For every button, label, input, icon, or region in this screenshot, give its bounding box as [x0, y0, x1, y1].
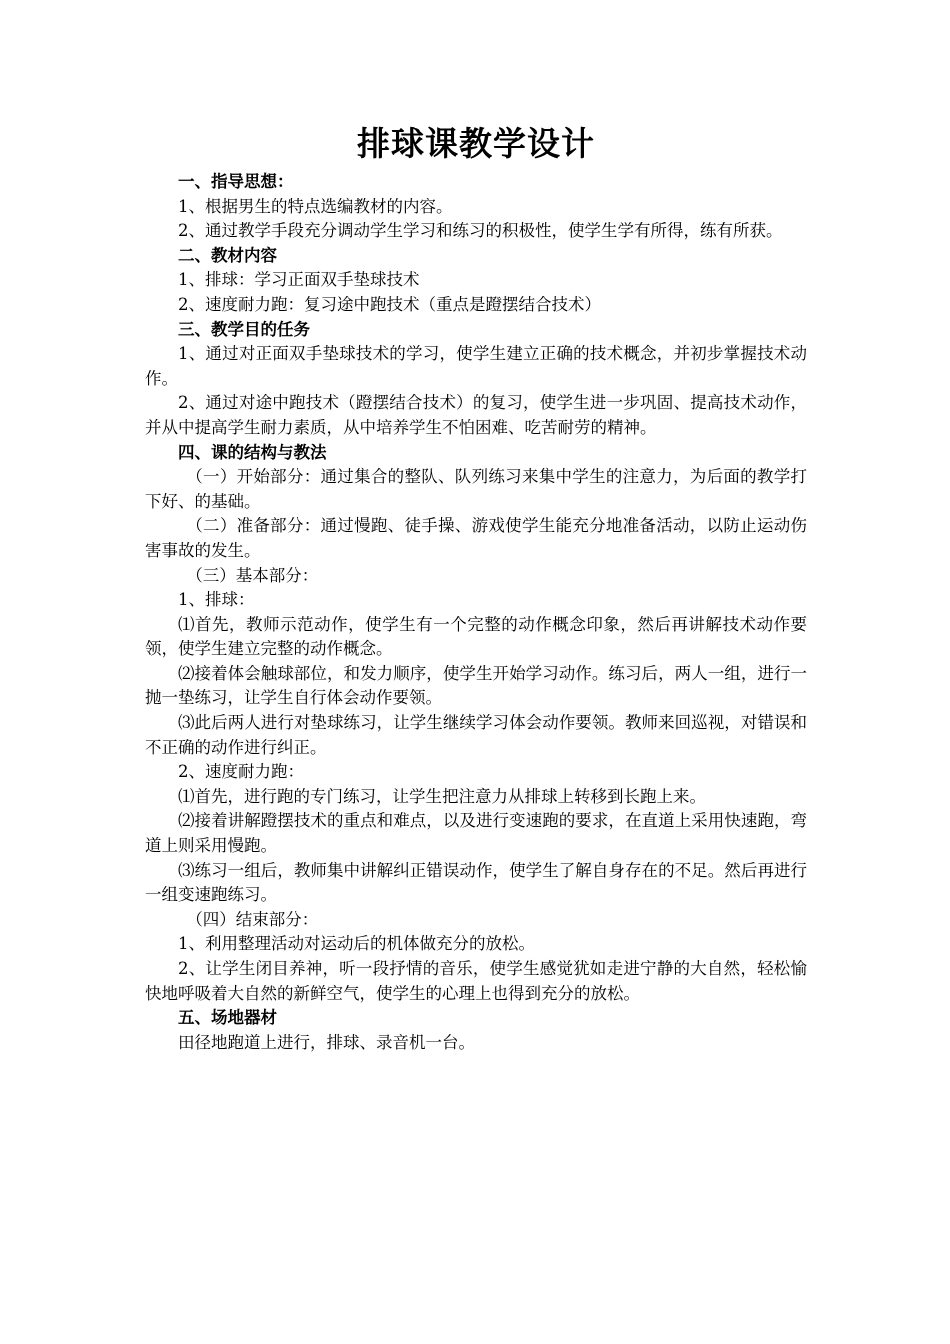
paragraph: ⑵接着体会触球部位，和发力顺序，使学生开始学习动作。练习后，两人一组，进行一抛一垫练习，让学生自行体会动作要领。 [145, 663, 807, 708]
paragraph: 2、通过教学手段充分调动学生学习和练习的积极性，使学生学有所得，练有所获。 [178, 221, 783, 241]
paragraph: 2、速度耐力跑：复习途中跑技术（重点是蹬摆结合技术） [178, 294, 601, 314]
paragraph: 2、让学生闭目养神，听一段抒情的音乐，使学生感觉犹如走进宁静的大自然，轻松愉快地呼吸着大自然的新鲜空气，使学生的心理上也得到充分的放松。 [145, 959, 807, 1003]
document-body [145, 118, 807, 1055]
paragraph: 1、根据男生的特点选编教材的内容。 [178, 196, 453, 216]
section-heading-guiding-idea: 一、指导思想： [178, 172, 294, 191]
paragraph: （一）开始部分：通过集合的整队、队列练习来集中学生的注意力，为后面的教学打下好、的基础。 [145, 467, 807, 511]
paragraph: 1、利用整理活动对运动后的机体做充分的放松。 [178, 934, 535, 954]
paragraph: 1、通过对正面双手垫球技术的学习，使学生建立正确的技术概念，并初步掌握技术动作。 [145, 344, 807, 388]
section-heading-content: 二、教材内容 [178, 245, 277, 265]
paragraph: （三）基本部分： [186, 565, 319, 585]
paragraph: 1、排球： [178, 590, 255, 610]
paragraph: ⑶练习一组后，教师集中讲解纠正错误动作，使学生了解自身存在的不足。然后再进行一组变速跑练习。 [145, 860, 807, 905]
paragraph: ⑵接着讲解蹬摆技术的重点和难点，以及进行变速跑的要求，在直道上采用快速跑，弯道上则采用慢跑。 [145, 811, 807, 856]
section-heading-objectives: 三、教学目的任务 [178, 319, 310, 339]
paragraph: （二）准备部分：通过慢跑、徒手操、游戏使学生能充分地准备活动，以防止运动伤害事故的发生。 [145, 516, 807, 560]
paragraph: 2、通过对途中跑技术（蹬摆结合技术）的复习，使学生进一步巩固、提高技术动作，并从中提高学生耐力素质，从中培养学生不怕困难、吃苦耐劳的精神。 [145, 393, 807, 437]
section-heading-structure: 四、课的结构与教法 [178, 442, 327, 462]
page-title: 排球课教学设计 [357, 124, 595, 163]
paragraph: ⑴首先，进行跑的专门练习，让学生把注意力从排球上转移到长跑上来。 [178, 786, 706, 806]
paragraph: ⑶此后两人进行对垫球练习，让学生继续学习体会动作要领。教师来回巡视，对错误和不正确的动作进行纠正。 [145, 713, 807, 757]
paragraph: 1、排球：学习正面双手垫球技术 [178, 270, 420, 290]
paragraph: 2、速度耐力跑： [178, 762, 304, 782]
paragraph: （四）结束部分： [186, 909, 319, 929]
paragraph: ⑴首先，教师示范动作，使学生有一个完整的动作概念印象，然后再讲解技术动作要领，使学生建立完整的动作概念。 [145, 614, 807, 659]
section-heading-equipment: 五、场地器材 [178, 1008, 277, 1028]
paragraph: 田径地跑道上进行，排球、录音机一台。 [178, 1032, 475, 1052]
